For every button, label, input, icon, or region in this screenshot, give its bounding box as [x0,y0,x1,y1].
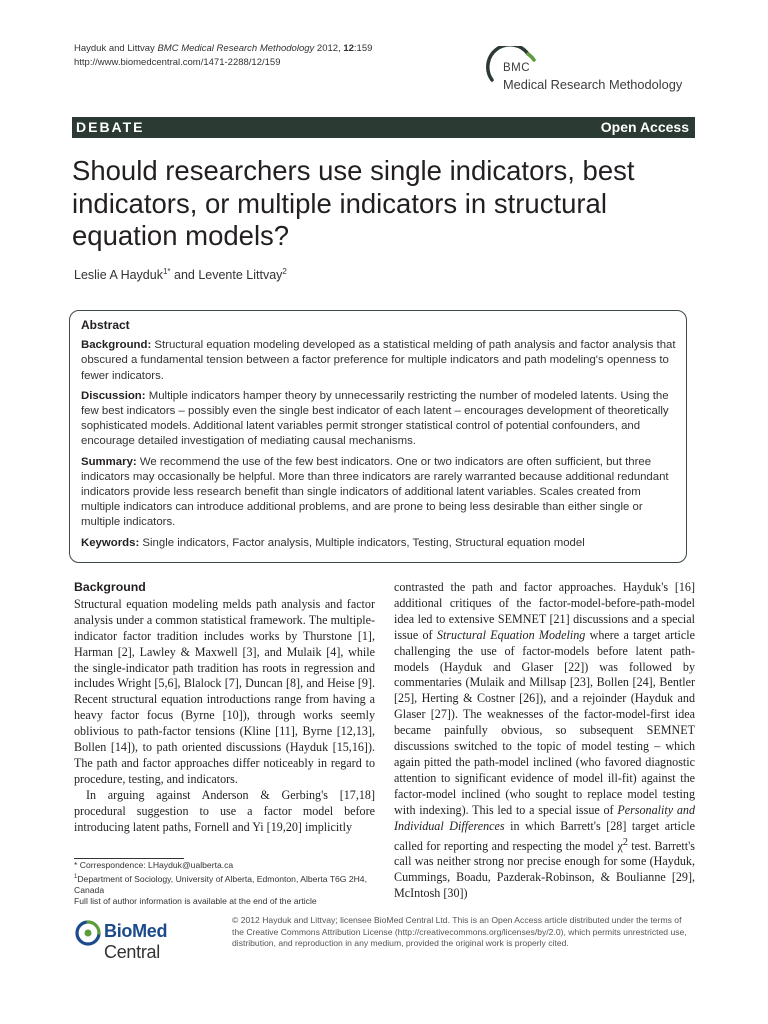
journal-logo [482,46,702,98]
open-access-label: Open Access [600,119,689,135]
citation-header [74,42,372,69]
summary-label: Summary: [81,455,137,468]
body-text: where a target article challenging the use of factor-models before latent path-models (Hayduk and Glaser [22]) was followed by commentaries (Mulaik and Millsap [23], Bollen [24], Bentler [25], Herting & Costner [26]), and a rejoinder (Hayduk and Glaser [27]). The weaknesses of the factor-model-first idea became painfully obvious, so subsequent SEMNET discussions switched to the topic of model testing – which again pitted the path-model inclined (who favored diagnostic attention to significant evidence of model ill-fit) against the factor-model inclined (who sought to replace model testing with indexing). This led to a special issue of [394,627,696,817]
footnote-divider [74,858,184,859]
background-label: Background: [81,339,152,352]
affiliation-note [74,872,374,897]
author-1: Leslie A Hayduk [74,268,163,283]
author-list [74,267,287,282]
publisher-name [104,921,224,963]
abstract-box [69,310,687,563]
abstract-summary [81,455,677,531]
background-text: Structural equation modeling developed as a statistical melding of path analysis and factor analysis that obscured a fundamental tension between a factor preference for multiple indicators and path modeling's openness to fewer indicators. [81,339,676,382]
affiliation-number: 1 [74,873,78,880]
body-column-left [74,580,375,836]
author-2-affiliation: 2 [282,267,287,276]
abstract-keywords [81,536,677,551]
author-1-affiliation: 1* [162,267,171,276]
journal-reference: Personality and Individual Differences [394,802,695,833]
body-paragraph [394,580,695,902]
author-2: Levente Littvay [198,268,283,283]
journal-name: Medical Research Methodology [503,77,683,92]
section-heading-background: Background [74,580,146,594]
body-paragraph: In arguing against Anderson & Gerbing's [17,18] procedural suggestion to use a factor model before introducing latent paths, Fornell and Yi [19,20] implicitly [74,787,375,834]
article-type-bar [72,117,695,138]
body-text: test. Barrett's call was neither strong nor precise enough for some (Hayduk, Cummings, Boadu, Pazderak-Robinson, & Boulianne [29], McIntosh [30]) [394,838,696,901]
article-title: Should researchers use single indicators, best indicators, or multiple indicators in structural equation models? [72,155,635,251]
article-type: DEBATE [76,119,145,135]
correspondence-note: * Correspondence: LHayduk@ualberta.ca [74,860,234,870]
citation-page: :159 [353,43,373,54]
biomed-central-logo [74,917,224,962]
keywords-label: Keywords: [81,536,140,549]
article-url[interactable]: http://www.biomedcentral.com/1471-2288/12/159 [74,56,281,68]
bmc-wordmark: BMC [503,62,531,74]
abstract-heading: Abstract [81,318,130,332]
biomed-central-swirl-icon [74,919,102,947]
footnotes [74,860,374,908]
citation-authors: Hayduk and Littvay [74,43,158,54]
discussion-label: Discussion: [81,389,146,402]
keywords-text: Single indicators, Factor analysis, Multiple indicators, Testing, Structural equation model [139,536,585,549]
summary-text: We recommend the use of the few best indicators. One or two indicators are often sufficient, but three indicators may occasionally be helpful. More than three indicators are rarely warranted because additional redundant indicators provide less research benefit than single indicators of additional latent variables. Scales created from multiple indicators can introduce additional problems, and are prone to being less desirable than either single or multiple indicators. [81,455,669,529]
affiliation-text: Department of Sociology, University of Alberta, Edmonton, Alberta T6G 2H4, Canada [74,873,367,895]
citation-journal: BMC Medical Research Methodology [157,43,315,54]
body-paragraph: Structural equation modeling melds path analysis and factor analysis under a common statistical framework. The multiple-indicator factor tradition includes works by Thurstone [1], Harman [2], Lawley & Maxwell [3], and Mulaik [4], while the single-indicator path tradition has roots in regression and includes Wright [5,6], Blalock [7], Duncan [8], and Heise [9]. Recent structural equation introductions range from having a heavy factor focus (Byrne [10]), through works seemly oblivious to path-factor tensions (Kline [11], Byrne [12,13], Bollen [14]), to path oriented discussions (Hayduk [15,16]). The path and factor approaches differ noticeably in regard to procedure, testing, and indicators. [74,596,375,786]
citation-volume: 12 [343,43,354,54]
body-text: contrasted the path and factor approaches. Hayduk's [16] additional critiques of the factor-model-before-path-model idea led to extensive SEMNET [21] discussions and a special issue of [394,580,695,642]
abstract-background [81,338,677,384]
publisher-name-bold: BioMed [104,921,168,941]
author-connector: and [170,268,199,283]
citation-year: 2012, [314,43,344,54]
citation-line [74,42,372,56]
discussion-text: Multiple indicators hamper theory by unnecessarily restricting the number of modeled latents. Using the few best indicators – possibly even the single best indicator of each latent – encourages development of theoretically sophisticated models. Additional latent variables permit stronger statistical control of potential confounders, and encourage detailed investigation of mediating causal mechanisms. [81,389,669,448]
journal-reference: Structural Equation Modeling [436,627,586,642]
publisher-name-plain: Central [104,942,160,962]
body-column-right [394,580,695,902]
author-info-note: Full list of author information is available at the end of the article [74,896,317,907]
body-text: in which Barrett's [28] target article called for reporting and respecting the model χ [394,818,695,853]
superscript: 2 [622,836,628,848]
abstract-discussion [81,389,677,450]
copyright-notice: © 2012 Hayduk and Littvay; licensee BioMed Central Ltd. This is an Open Access article distributed under the terms of the Creative Commons Attribution License (http://creativecommons.org/licenses/by/2.0), which permits unrestricted use, distribution, and reproduction in any medium, provided the original work is properly cited. [232,915,687,948]
